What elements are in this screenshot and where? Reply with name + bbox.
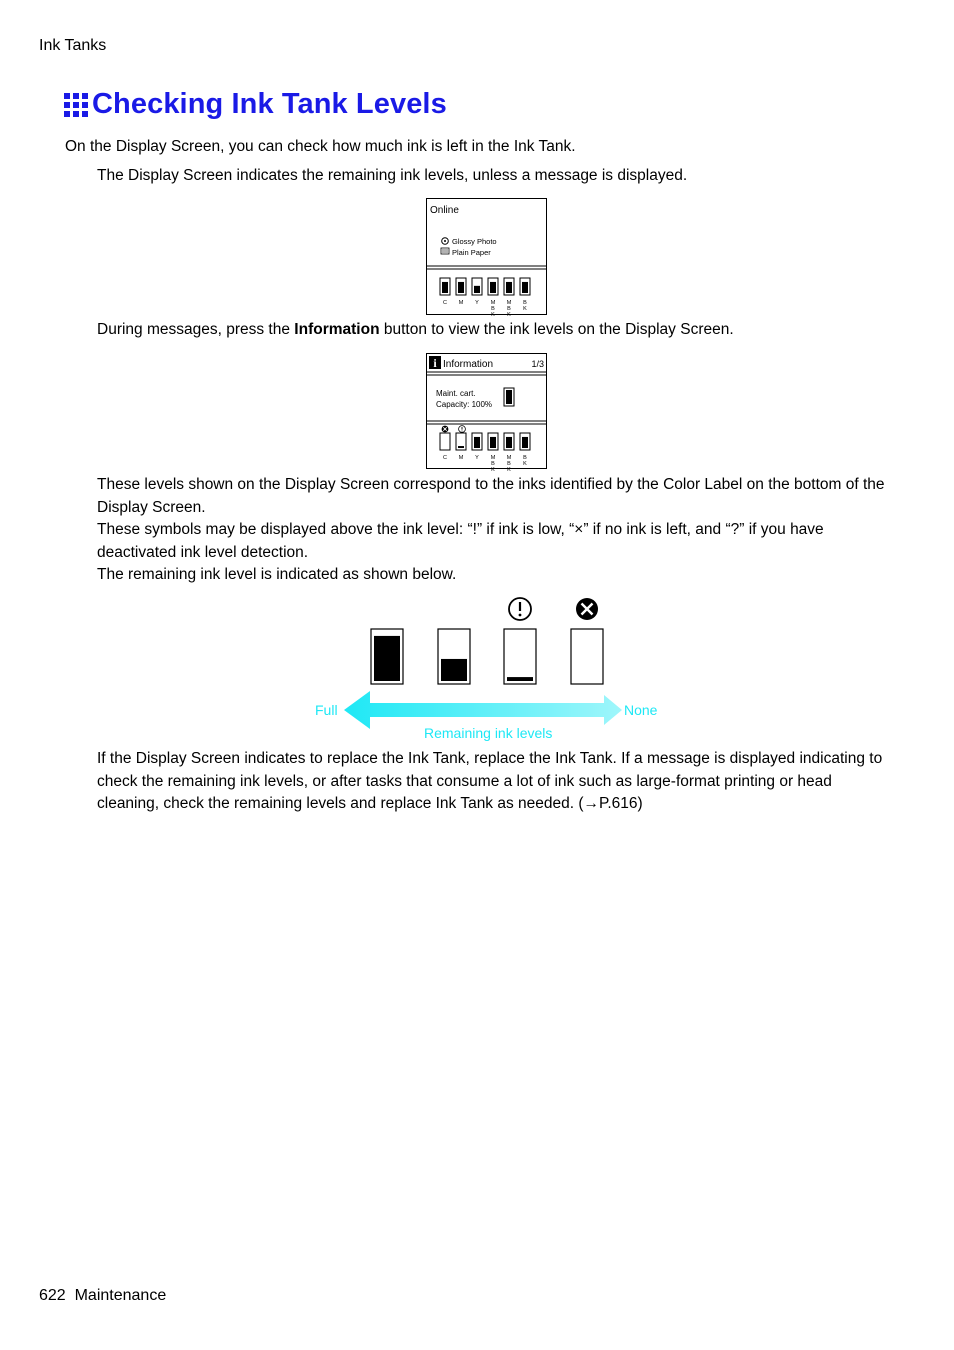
online-tank-label-6: B — [523, 300, 527, 306]
disc-icon — [442, 238, 449, 245]
footer-section: Maintenance — [74, 1287, 167, 1304]
information-screen-graphic — [427, 354, 546, 473]
info-tank-fill-3 — [474, 437, 480, 448]
ink-level-diagram — [310, 594, 670, 744]
info-header: Information — [443, 359, 494, 370]
online-tank-label-1: C — [443, 300, 447, 306]
info-tank-fill-5 — [506, 437, 512, 448]
information-button-label: Information — [294, 321, 380, 338]
info-tank-label-5: M — [506, 455, 512, 461]
information-paragraph: During messages, press the Information button to view the ink levels on the Display Screen. — [97, 321, 734, 338]
status-text: Online — [430, 205, 459, 216]
level-tank-3 — [504, 629, 536, 684]
info-tank-label-5: B — [507, 461, 511, 467]
none-label: None — [624, 702, 658, 718]
info-tank-fill-2 — [458, 446, 464, 448]
svg-text:i: i — [433, 356, 437, 370]
online-tank-label-3: Y — [475, 300, 479, 306]
online-tank-label-2: M — [458, 300, 464, 306]
online-tank-label-6: K — [523, 306, 527, 312]
page-number: 622 — [39, 1287, 66, 1304]
color-label-sentence: These levels shown on the Display Screen correspond to the inks identified by the Color Label on the bottom of the Display Screen. — [97, 476, 885, 516]
display-screen-information — [426, 353, 547, 473]
level-tank-fill-1 — [374, 636, 400, 681]
level-tank-fill-2 — [441, 659, 467, 681]
levels-explanation — [97, 474, 887, 587]
low-ink-warning-icon — [509, 598, 531, 620]
grid-bullet-icon — [64, 93, 88, 117]
info-tank-fill-4 — [490, 437, 496, 448]
page-title: Checking Ink Tank Levels — [92, 88, 447, 120]
online-tank-label-5: K — [507, 312, 511, 318]
section-title — [64, 88, 447, 121]
info-tank-label-6: K — [523, 461, 527, 467]
online-tank-label-4: M — [490, 300, 496, 306]
level-tank-fill-3 — [507, 677, 533, 681]
info-tank-label-2: M — [458, 455, 464, 461]
intro-paragraph: On the Display Screen, you can check how much ink is left in the Ink Tank. — [65, 138, 576, 155]
online-tank-label-4: K — [491, 312, 495, 318]
info-tank-label-3: Y — [475, 455, 479, 461]
no-ink-symbol-icon — [442, 426, 449, 433]
full-label: Full — [315, 702, 338, 718]
no-ink-icon — [576, 598, 598, 620]
info-page-indicator: 1/3 — [531, 359, 544, 369]
remaining-arrow — [344, 691, 622, 729]
online-tank-label-5: M — [506, 300, 512, 306]
online-tank-label-4: B — [491, 306, 495, 312]
info-tank-label-1: C — [443, 455, 447, 461]
diagram-caption: Remaining ink levels — [424, 725, 553, 741]
maintenance-cartridge-icon — [504, 388, 514, 406]
online-screen-graphic — [427, 199, 546, 318]
info-tank-1 — [440, 433, 450, 450]
info-tank-label-6: B — [523, 455, 527, 461]
capacity-label: Capacity: 100% — [436, 400, 493, 409]
online-tank-fill-6 — [522, 282, 528, 293]
display-screen-online — [426, 198, 547, 318]
running-head: Ink Tanks — [39, 37, 107, 54]
online-tank-fill-5 — [506, 282, 512, 293]
info-tank-label-4: M — [490, 455, 496, 461]
info-tank-fill-6 — [522, 437, 528, 448]
online-tank-fill-4 — [490, 282, 496, 293]
info-tank-label-4: B — [491, 461, 495, 467]
online-tank-label-5: B — [507, 306, 511, 312]
online-tank-fill-2 — [458, 282, 464, 293]
paper-icon — [441, 248, 449, 254]
info-tank-label-5: K — [507, 467, 511, 473]
low-ink-symbol-icon — [459, 426, 466, 433]
paper-type-1: Glossy Photo — [452, 237, 497, 246]
online-tank-fill-1 — [442, 282, 448, 293]
page-footer — [39, 1287, 166, 1305]
level-tank-4 — [571, 629, 603, 684]
maint-cart-label: Maint. cart. — [436, 389, 476, 398]
online-tank-fill-3 — [474, 286, 480, 293]
paper-type-2: Plain Paper — [452, 248, 491, 257]
display-paragraph: The Display Screen indicates the remaining ink levels, unless a message is displayed. — [97, 167, 688, 184]
info-tank-label-4: K — [491, 467, 495, 473]
indicated-sentence: The remaining ink level is indicated as shown below. — [97, 566, 457, 583]
symbols-sentence: These symbols may be displayed above the ink level: “!” if ink is low, “×” if no ink is left, and “?” if you have deactivated ink level detection. — [97, 521, 824, 561]
replace-paragraph: If the Display Screen indicates to replace the Ink Tank, replace the Ink Tank. If a message is displayed indicating to check the remaining ink levels, or after tasks that consume a lot of ink such as large-format printing or head cleaning, check the remaining levels and replace Ink Tank as needed. (→P.616) — [97, 750, 883, 812]
